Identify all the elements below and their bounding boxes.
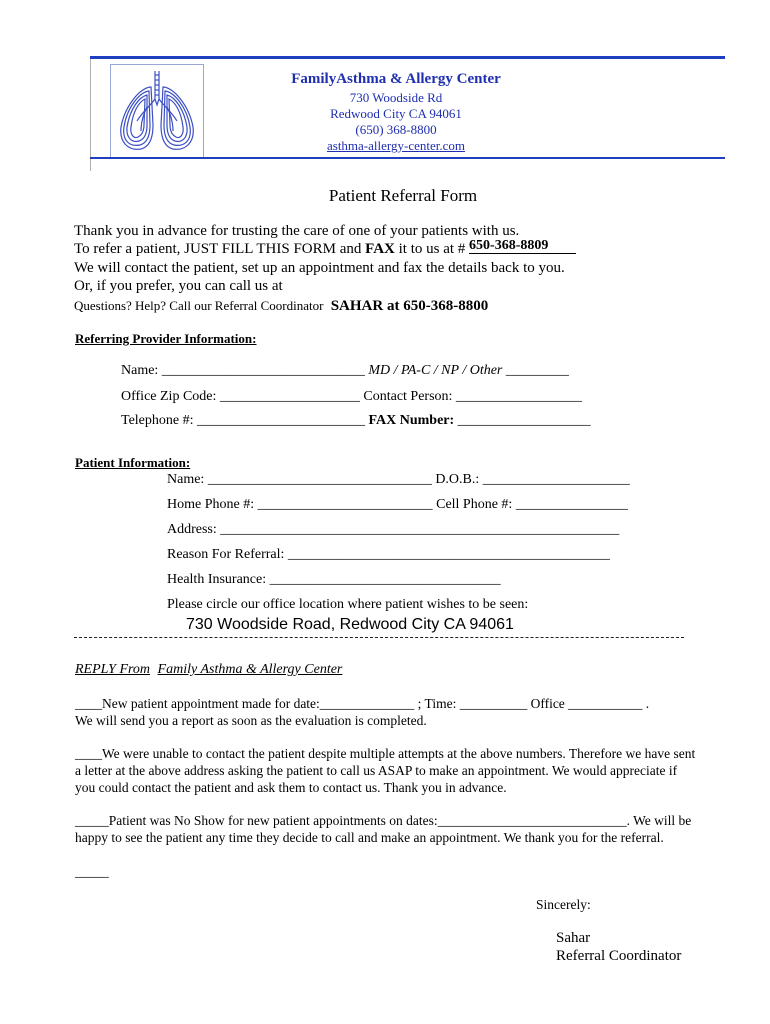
patient-address-field[interactable]: Address: _________________________________________________________ xyxy=(167,522,620,537)
questions-label: Questions? Help? Call our Referral Coordinator xyxy=(74,298,324,313)
no-show-line-1[interactable]: _____Patient was No Show for new patient appointments on dates:____________________________. We will be xyxy=(75,813,692,828)
clinic-phone: (650) 368-8800 xyxy=(355,122,437,137)
fax-number: 650-368-8809 xyxy=(469,238,576,254)
report-note: We will send you a report as soon as the evaluation is completed. xyxy=(75,713,427,728)
no-show-line-2: happy to see the patient any time they decide to call and make an appointment. We thank you for the referral. xyxy=(75,830,664,845)
sincerely-label: Sincerely: xyxy=(536,897,591,912)
header-divider xyxy=(90,59,91,171)
page-title: Patient Referral Form xyxy=(328,186,478,205)
credentials-options: MD / PA-C / NP / Other xyxy=(364,363,506,378)
referring-name-label: Name: _____________________________ xyxy=(121,363,365,378)
clinic-city: Redwood City CA 94061 xyxy=(330,106,462,121)
patient-phone-field[interactable]: Home Phone #: _________________________ Cell Phone #: ________________ xyxy=(167,497,628,512)
unable-contact-line-1[interactable]: ____We were unable to contact the patient despite multiple attempts at the above numbers. Therefore we have sent xyxy=(75,746,696,761)
referral-reason-field[interactable]: Reason For Referral: ______________________________________________ xyxy=(167,547,610,562)
intro-line-2 xyxy=(74,238,576,258)
unable-contact-line-3: you could contact the patient and ask them to contact us. Thank you in advance. xyxy=(75,780,507,795)
clinic-name: FamilyAsthma & Allergy Center xyxy=(291,71,501,87)
questions-contact: SAHAR at 650-368-8800 xyxy=(330,298,489,314)
intro-text: To refer a patient, JUST FILL THIS FORM and xyxy=(74,241,366,257)
intro-text-2: it to us at # xyxy=(394,241,470,257)
location-prompt: Please circle our office location where patient wishes to be seen: xyxy=(167,597,529,612)
signer-role: Referral Coordinator xyxy=(556,948,682,964)
referring-heading: Referring Provider Information: xyxy=(75,331,257,346)
reply-prefix: REPLY From xyxy=(75,662,151,677)
reply-center-name: Family Asthma & Allergy Center xyxy=(157,662,343,677)
telephone-label: Telephone #: ________________________ xyxy=(121,413,369,428)
header-rule-bottom xyxy=(90,157,725,159)
health-insurance-field[interactable]: Health Insurance: _________________________________ xyxy=(167,572,501,587)
intro-line-1: Thank you in advance for trusting the care of one of your patients with us. xyxy=(74,223,520,239)
clinic-website-link[interactable]: asthma-allergy-center.com xyxy=(326,138,465,153)
blank-line[interactable]: _____ xyxy=(75,864,109,879)
patient-name-dob-field[interactable]: Name: ________________________________ D.O.B.: _____________________ xyxy=(167,472,630,487)
intro-line-4: Or, if you prefer, you can call us at xyxy=(74,278,283,294)
signer-name: Sahar xyxy=(556,930,591,946)
zip-contact-field[interactable]: Office Zip Code: ____________________ Contact Person: __________________ xyxy=(121,389,582,404)
fax-number-blank: ___________________ xyxy=(454,413,591,428)
unable-contact-line-2: a letter at the above address asking the patient to call us ASAP to make an appointment. We would appreciate if xyxy=(75,763,678,778)
cut-line-divider xyxy=(74,637,684,638)
clinic-street: 730 Woodside Rd xyxy=(349,90,443,105)
patient-heading: Patient Information: xyxy=(75,455,191,470)
reply-heading xyxy=(75,662,342,678)
fax-label: FAX xyxy=(365,241,395,257)
telephone-fax-field[interactable] xyxy=(121,413,591,429)
questions-line xyxy=(74,298,488,315)
lungs-icon xyxy=(110,64,204,158)
fax-number-label: FAX Number: xyxy=(368,413,455,428)
new-appointment-field[interactable]: ____New patient appointment made for date:______________ ; Time: __________ Office ___________ . xyxy=(75,696,650,711)
intro-line-3: We will contact the patient, set up an appointment and fax the details back to you. xyxy=(74,260,565,276)
office-location[interactable]: 730 Woodside Road, Redwood City CA 94061 xyxy=(186,616,514,633)
header-rule-top xyxy=(90,56,725,59)
referring-name-field[interactable] xyxy=(121,363,569,379)
credentials-blank: _________ xyxy=(505,363,569,378)
